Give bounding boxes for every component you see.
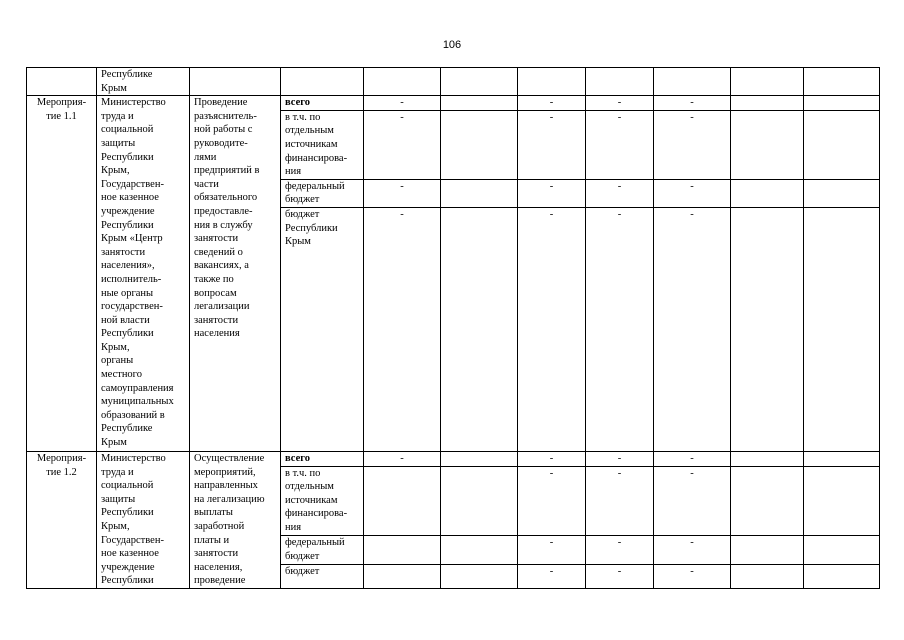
value-cell: - [586,96,654,111]
value-cell [804,110,880,179]
activity-label-cell: Мероприя- тие 1.1 [27,96,97,452]
value-cell: - [654,451,731,466]
value-cell [804,96,880,111]
value-cell [441,466,518,536]
description-cell: Проведение разъяснитель- ной работы с руководите- лями предприятий в части обязательного предоставле- ния в службу занятости сведений о вакансиях, а также по вопросам легализации занятости населения [190,96,281,452]
value-cell: - [518,207,586,451]
value-cell: - [586,451,654,466]
table-row-activity-1-1-total [27,96,880,111]
value-cell [731,179,804,207]
value-cell [731,536,804,564]
value-cell: - [518,564,586,588]
value-cell: - [364,179,441,207]
value-cell [586,68,654,96]
value-cell [804,207,880,451]
table-row-activity-1-2-total [27,451,880,466]
funding-source-cell: бюджет Республики Крым [281,207,364,451]
value-cell: - [586,564,654,588]
value-cell [731,466,804,536]
value-cell [731,564,804,588]
value-cell [441,110,518,179]
funding-source-cell: всего [281,96,364,111]
value-cell: - [518,466,586,536]
value-cell [364,536,441,564]
value-cell: - [364,207,441,451]
value-cell [441,179,518,207]
value-cell [804,466,880,536]
funding-source-cell: в т.ч. по отдельным источникам финансирова- ния [281,466,364,536]
value-cell [804,536,880,564]
page-number: 106 [442,39,462,51]
executor-cell: Министерство труда и социальной защиты Республики Крым, Государствен- ное казенное учреждение Республики [97,451,190,588]
executor-cell: Республике Крым [97,68,190,96]
value-cell [441,207,518,451]
value-cell [441,68,518,96]
value-cell [441,536,518,564]
table-row-continuation [27,68,880,96]
value-cell: - [518,536,586,564]
value-cell: - [654,207,731,451]
value-cell: - [654,564,731,588]
description-cell [190,68,281,96]
value-cell [804,451,880,466]
value-cell: - [364,110,441,179]
activity-label-cell: Мероприя- тие 1.2 [27,451,97,588]
value-cell: - [518,110,586,179]
value-cell [364,466,441,536]
value-cell: - [364,96,441,111]
value-cell: - [364,451,441,466]
funding-source-cell: в т.ч. по отдельным источникам финансирова- ния [281,110,364,179]
funding-source-cell: федеральный бюджет [281,536,364,564]
value-cell [364,564,441,588]
value-cell [804,179,880,207]
value-cell [731,68,804,96]
value-cell: - [518,96,586,111]
executor-cell: Министерство труда и социальной защиты Республики Крым, Государствен- ное казенное учреждение Республики Крым «Центр занятости населения», исполнитель- ные органы государствен- ной власти Республики Крым, органы местного самоуправления муниципальных образований в Республике Крым [97,96,190,452]
description-cell: Осуществление мероприятий, направленных на легализацию выплаты заработной платы и занятости населения, проведение [190,451,281,588]
value-cell: - [654,179,731,207]
value-cell [654,68,731,96]
value-cell: - [586,110,654,179]
value-cell [441,451,518,466]
value-cell [804,564,880,588]
value-cell [518,68,586,96]
value-cell: - [518,451,586,466]
value-cell: - [518,179,586,207]
value-cell [731,207,804,451]
value-cell [441,564,518,588]
funding-source-cell [281,68,364,96]
value-cell: - [586,466,654,536]
value-cell: - [654,96,731,111]
program-activities-table [26,67,880,589]
value-cell [441,96,518,111]
value-cell: - [586,179,654,207]
activity-label-cell [27,68,97,96]
value-cell [364,68,441,96]
value-cell [731,110,804,179]
value-cell: - [654,536,731,564]
value-cell [804,68,880,96]
value-cell: - [654,110,731,179]
value-cell [731,96,804,111]
value-cell: - [586,207,654,451]
value-cell [731,451,804,466]
funding-source-cell: всего [281,451,364,466]
funding-source-cell: федеральный бюджет [281,179,364,207]
funding-source-cell: бюджет [281,564,364,588]
value-cell: - [654,466,731,536]
value-cell: - [586,536,654,564]
